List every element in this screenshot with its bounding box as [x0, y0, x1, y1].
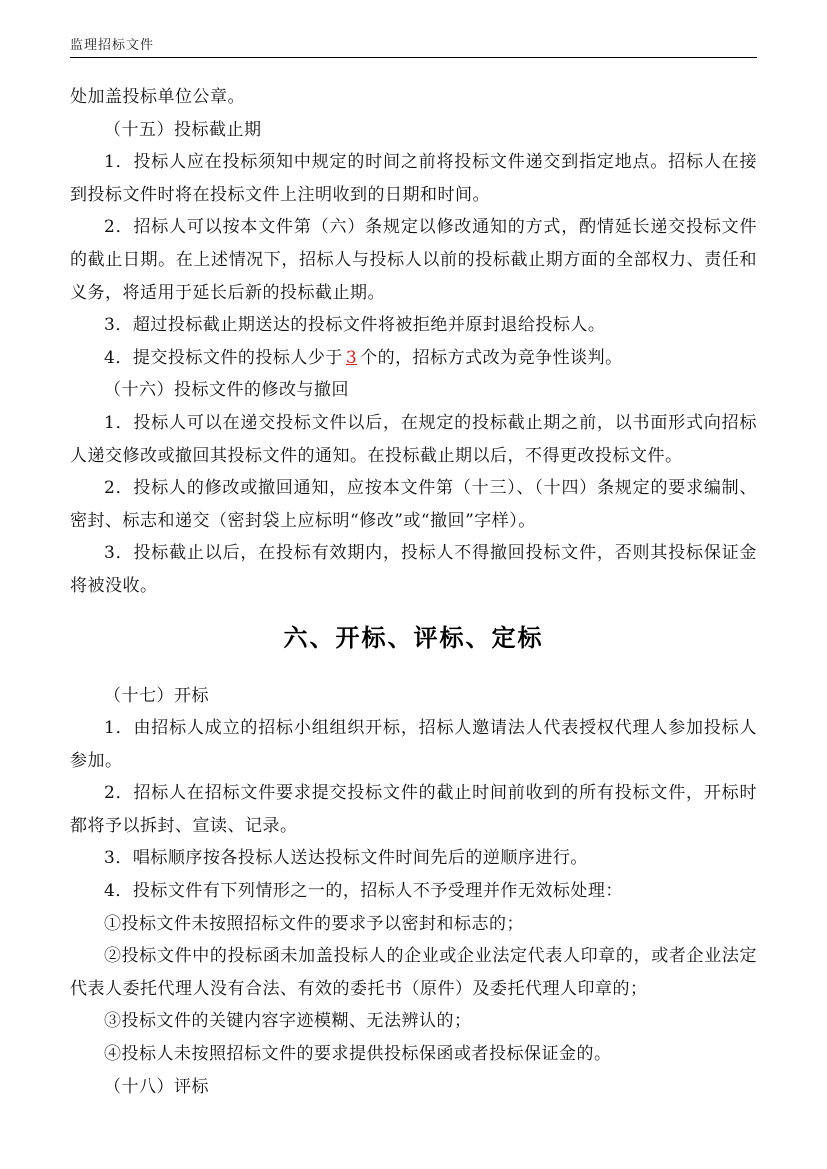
paragraph-15-2: 2．招标人可以按本文件第（六）条规定以修改通知的方式，酌情延长递交投标文件的截止日期。在上述情况下，招标人与投标人以前的投标截止期方面的全部权力、责任和义务，将适用于延长后新的投标截止期。 [70, 217, 757, 303]
section-heading-18: （十八）评标 [104, 1076, 209, 1097]
document-body [70, 81, 757, 1103]
paragraph-17-sub-3: ③投标文件的关键内容字迹模糊、无法辨认的； [104, 1011, 472, 1032]
paragraph-17-sub-1: ①投标文件未按照招标文件的要求予以密封和标志的； [104, 913, 524, 934]
paragraph-17-1: 1．由招标人成立的招标小组组织开标，招标人邀请法人代表授权代理人参加投标人参加。 [70, 718, 757, 771]
paragraph-15-4-prefix: 4．提交投标文件的投标人少于 [104, 347, 343, 368]
paragraph-17-sub-4: ④投标人未按照招标文件的要求提供投标保函或者投标保证金的。 [104, 1044, 612, 1065]
paragraph-16-3: 3．投标截止以后，在投标有效期内，投标人不得撤回投标文件，否则其投标保证金将被没收。 [70, 543, 757, 596]
paragraph-16-1: 1．投标人可以在递交投标文件以后，在规定的投标截止期之前，以书面形式向招标人递交修改或撤回其投标文件的通知。在投标截止期以后，不得更改投标文件。 [70, 412, 757, 466]
paragraph-intro: 处加盖投标单位公章。 [70, 87, 245, 107]
section-heading-15: （十五）投标截止期 [104, 119, 262, 140]
paragraph-15-3: 3．超过投标截止期送达的投标文件将被拒绝并原封退给投标人。 [104, 315, 606, 336]
chapter-6-heading: 六、开标、评标、定标 [283, 622, 544, 652]
paragraph-17-sub-2: ②投标文件中的投标函未加盖投标人的企业或企业法定代表人印章的，或者企业法定代表人委托代理人没有合法、有效的委托书（原件）及委托代理人印章的； [70, 946, 757, 999]
paragraph-15-1: 1．投标人应在投标须知中规定的时间之前将投标文件递交到指定地点。招标人在接到投标文件时将在投标文件上注明收到的日期和时间。 [70, 152, 757, 205]
highlighted-number: 3 [345, 347, 358, 368]
paragraph-16-2: 2．投标人的修改或撤回通知，应按本文件第（十三）、（十四）条规定的要求编制、密封、标志和递交（密封袋上应标明“修改”或“撤回”字样）。 [70, 478, 757, 531]
page-header [70, 38, 757, 58]
section-heading-17: （十七）开标 [104, 685, 209, 706]
paragraph-17-3: 3．唱标顺序按各投标人送达投标文件时间先后的逆顺序进行。 [104, 848, 588, 869]
paragraph-15-4 [70, 342, 757, 375]
paragraph-17-2: 2．招标人在招标文件要求提交投标文件的截止时间前收到的所有投标文件，开标时都将予以拆封、宣读、记录。 [70, 783, 757, 836]
section-heading-16: （十六）投标文件的修改与撤回 [104, 380, 349, 401]
paragraph-17-4: 4．投标文件有下列情形之一的，招标人不予受理并作无效标处理： [104, 881, 623, 902]
page-header-title: 监理招标文件 [70, 38, 155, 53]
paragraph-15-4-suffix: 个的，招标方式改为竞争性谈判。 [360, 347, 623, 368]
